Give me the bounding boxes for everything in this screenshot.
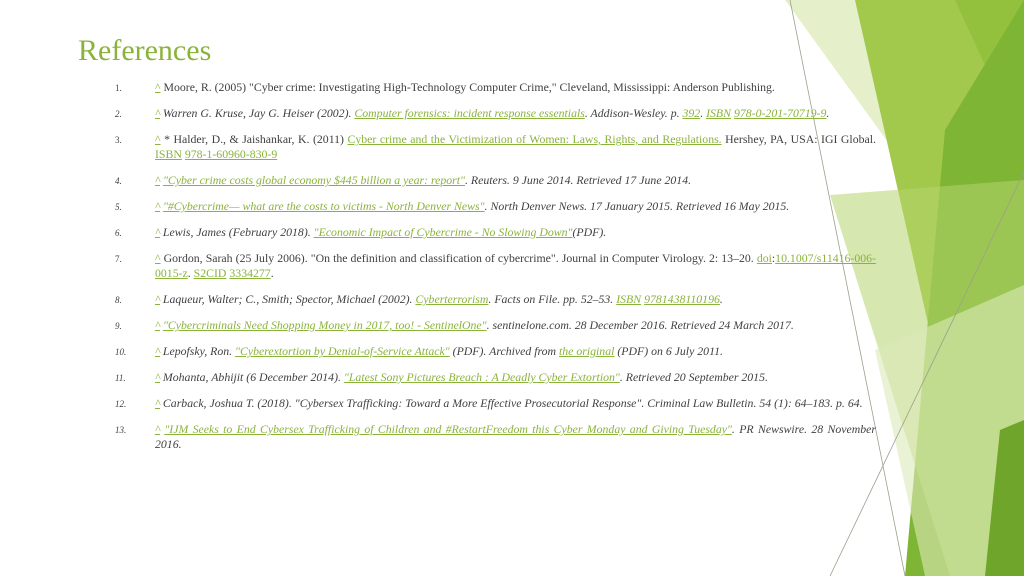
reference-number: 3. xyxy=(115,135,122,145)
reference-link[interactable]: "IJM Seeks to End Cybersex Trafficking of Children and #RestartFreedom this Cyber Monday and Giving Tuesday" xyxy=(164,422,732,436)
reference-text: Carback, Joshua T. (2018). "Cybersex Trafficking: Toward a More Effective Prosecutorial Response". Criminal Law Bulletin. 54 (1): 64–183. p. 64. xyxy=(159,396,863,410)
reference-link[interactable]: "Economic Impact of Cybercrime - No Slowing Down" xyxy=(313,225,573,239)
reference-text: Laqueur, Walter; C., Smith; Spector, Michael (2002). xyxy=(159,292,416,306)
reference-link[interactable]: 9781438110196 xyxy=(644,292,720,306)
reference-text: (PDF) on 6 July 2011. xyxy=(614,344,723,358)
backlink-caret-link[interactable]: ^ xyxy=(155,225,160,239)
reference-item xyxy=(110,318,876,333)
reference-list xyxy=(110,80,876,463)
reference-link[interactable]: 10.1007/s11416-006-0015-z xyxy=(155,251,876,280)
reference-link[interactable]: doi xyxy=(756,251,772,265)
reference-text: Moore, R. (2005) "Cyber crime: Investigating High-Technology Computer Crime," Cleveland, Mississippi: Anderson Publishing. xyxy=(160,80,775,94)
reference-link[interactable]: ISBN xyxy=(616,292,642,306)
reference-number: 13. xyxy=(115,425,127,435)
backlink-caret-link[interactable]: ^ xyxy=(155,80,161,94)
backlink-caret-link[interactable]: ^ xyxy=(155,199,160,213)
backlink-caret-link[interactable]: ^ xyxy=(155,251,161,265)
reference-text: (PDF). Archived from xyxy=(449,344,559,358)
backlink-caret-link[interactable]: ^ xyxy=(155,173,160,187)
reference-link[interactable]: "Latest Sony Pictures Breach : A Deadly Cyber Extortion" xyxy=(343,370,620,384)
reference-text: Gordon, Sarah (25 July 2006). "On the definition and classification of cybercrime". Journal in Computer Virology. 2: 13–20. xyxy=(160,251,757,265)
reference-number: 5. xyxy=(115,202,122,212)
reference-text: . xyxy=(187,266,194,280)
backlink-caret-link[interactable]: ^ xyxy=(155,292,160,306)
reference-number: 9. xyxy=(115,321,122,331)
backlink-caret-link[interactable]: ^ xyxy=(155,396,160,410)
reference-item xyxy=(110,173,876,188)
backlink-caret-link[interactable]: ^ xyxy=(155,132,161,146)
reference-number: 4. xyxy=(115,176,122,186)
reference-text: . xyxy=(270,266,274,280)
reference-item xyxy=(110,422,876,452)
backlink-caret-link[interactable]: ^ xyxy=(155,318,160,332)
reference-item xyxy=(110,292,876,307)
reference-link[interactable]: ISBN xyxy=(155,147,182,161)
reference-link[interactable]: ISBN xyxy=(706,106,732,120)
reference-link[interactable]: Cyber crime and the Victimization of Women: Laws, Rights, and Regulations. xyxy=(347,132,722,146)
reference-text: . Reuters. 9 June 2014. Retrieved 17 June 2014. xyxy=(465,173,692,187)
reference-text: Lewis, James (February 2018). xyxy=(159,225,314,239)
reference-number: 8. xyxy=(115,295,122,305)
reference-item xyxy=(110,106,876,121)
reference-link[interactable]: 978-1-60960-830-9 xyxy=(184,147,278,161)
reference-number: 6. xyxy=(115,228,122,238)
reference-text: * Halder, D., & Jaishankar, K. (2011) xyxy=(160,132,348,146)
reference-text: . sentinelone.com. 28 December 2016. Retrieved 24 March 2017. xyxy=(486,318,794,332)
reference-link[interactable]: "Cyber crime costs global economy $445 billion a year: report" xyxy=(162,173,465,187)
reference-link[interactable]: "Cyberextortion by Denial-of-Service Attack" xyxy=(235,344,450,358)
reference-text: . xyxy=(700,106,707,120)
reference-text: Mohanta, Abhijit (6 December 2014). xyxy=(159,370,344,384)
reference-link[interactable]: Cyberterrorism xyxy=(415,292,489,306)
reference-text: . North Denver News. 17 January 2015. Retrieved 16 May 2015. xyxy=(484,199,790,213)
reference-text: . Addison-Wesley. p. xyxy=(584,106,683,120)
reference-item xyxy=(110,344,876,359)
backlink-caret-link[interactable]: ^ xyxy=(155,370,160,384)
reference-number: 10. xyxy=(115,347,127,357)
reference-text: Warren G. Kruse, Jay G. Heiser (2002). xyxy=(159,106,355,120)
backlink-caret-link[interactable]: ^ xyxy=(155,106,160,120)
reference-item xyxy=(110,396,876,411)
reference-text: . Facts on File. pp. 52–53. xyxy=(488,292,617,306)
reference-number: 11. xyxy=(115,373,126,383)
reference-number: 1. xyxy=(115,83,122,93)
reference-number: 2. xyxy=(115,109,122,119)
reference-item xyxy=(110,132,876,162)
reference-text: (PDF). xyxy=(572,225,607,239)
reference-link[interactable]: 392 xyxy=(682,106,701,120)
reference-text: . PR Newswire. 28 November 2016. xyxy=(155,422,876,451)
reference-text: : xyxy=(771,251,776,265)
reference-text: Hershey, PA, USA: IGI Global. xyxy=(721,132,876,146)
reference-link[interactable]: 3334277 xyxy=(229,266,271,280)
reference-text: . Retrieved 20 September 2015. xyxy=(619,370,768,384)
reference-number: 7. xyxy=(115,254,122,264)
reference-link[interactable]: "#Cybercrime— what are the costs to victims - North Denver News" xyxy=(162,199,485,213)
reference-link[interactable]: the original xyxy=(559,344,615,358)
reference-item xyxy=(110,225,876,240)
slide-title: References xyxy=(78,34,212,67)
backlink-caret-link[interactable]: ^ xyxy=(155,422,160,436)
reference-text: . xyxy=(719,292,723,306)
reference-text: . xyxy=(826,106,830,120)
reference-link[interactable]: "Cybercriminals Need Shopping Money in 2017, too! - SentinelOne" xyxy=(162,318,487,332)
reference-item xyxy=(110,80,876,95)
reference-link[interactable]: 978-0-201-70719-9 xyxy=(733,106,827,120)
reference-link[interactable]: Computer forensics: incident response essentials xyxy=(354,106,585,120)
reference-text: Lepofsky, Ron. xyxy=(159,344,236,358)
reference-number: 12. xyxy=(115,399,127,409)
backlink-caret-link[interactable]: ^ xyxy=(155,344,160,358)
reference-item xyxy=(110,251,876,281)
reference-item xyxy=(110,370,876,385)
reference-link[interactable]: S2CID xyxy=(193,266,227,280)
reference-item xyxy=(110,199,876,214)
